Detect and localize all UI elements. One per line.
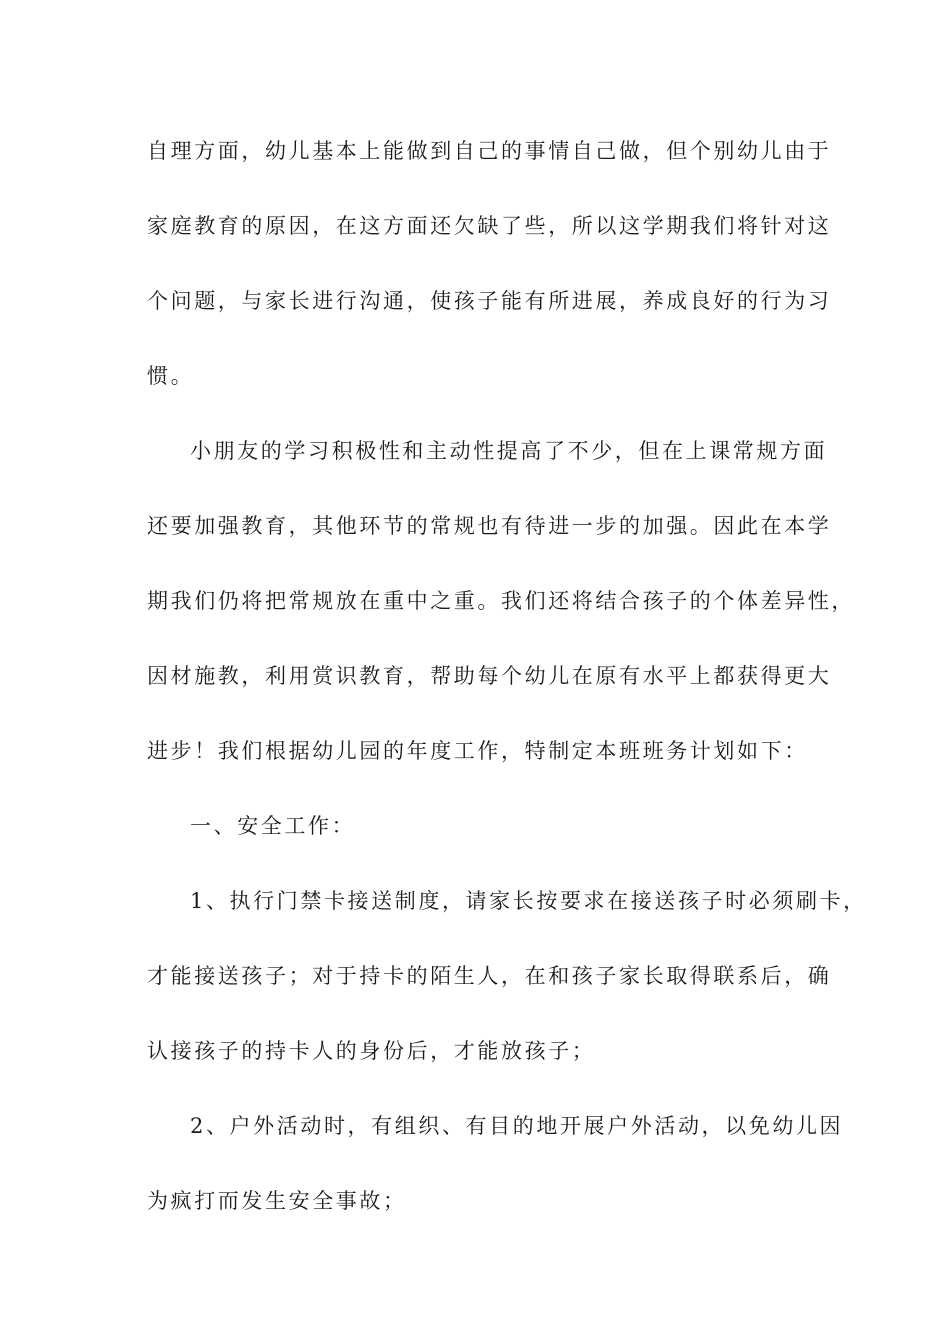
item-2-line-2: 为疯打而发生安全事故； [147, 1189, 407, 1213]
item-1-line-2: 才能接送孩子；对于持卡的陌生人，在和孩子家长取得联系后，确 [147, 964, 832, 988]
paragraph-2-line-5: 进步！我们根据幼儿园的年度工作，特制定本班班务计划如下： [147, 739, 808, 763]
paragraph-2-line-4: 因材施教，利用赏识教育，帮助每个幼儿在原有水平上都获得更大 [147, 664, 832, 688]
paragraph-2-line-2: 还要加强教育，其他环节的常规也有待进一步的加强。因此在本学 [147, 514, 832, 538]
paragraph-1-line-2: 家庭教育的原因，在这方面还欠缺了些，所以这学期我们将针对这 [147, 214, 832, 238]
paragraph-2-line-3: 期我们仍将把常规放在重中之重。我们还将结合孩子的个体差异性， [147, 589, 855, 613]
paragraph-1-line-3: 个问题，与家长进行沟通，使孩子能有所进展，养成良好的行为习 [147, 289, 832, 313]
section-heading-safety: 一、安全工作： [190, 814, 356, 838]
item-1-line-3: 认接孩子的持卡人的身份后，才能放孩子； [147, 1039, 596, 1063]
item-1-line-1: 1、执行门禁卡接送制度，请家长按要求在接送孩子时必须刷卡， [190, 889, 867, 913]
paragraph-1-line-1: 自理方面，幼儿基本上能做到自己的事情自己做，但个别幼儿由于 [147, 139, 832, 163]
paragraph-1-line-4: 惯。 [147, 364, 195, 388]
paragraph-2-line-1: 小朋友的学习积极性和主动性提高了不少，但在上课常规方面 [190, 439, 828, 463]
item-2-line-1: 2、户外活动时，有组织、有目的地开展户外活动，以免幼儿因 [190, 1114, 844, 1138]
